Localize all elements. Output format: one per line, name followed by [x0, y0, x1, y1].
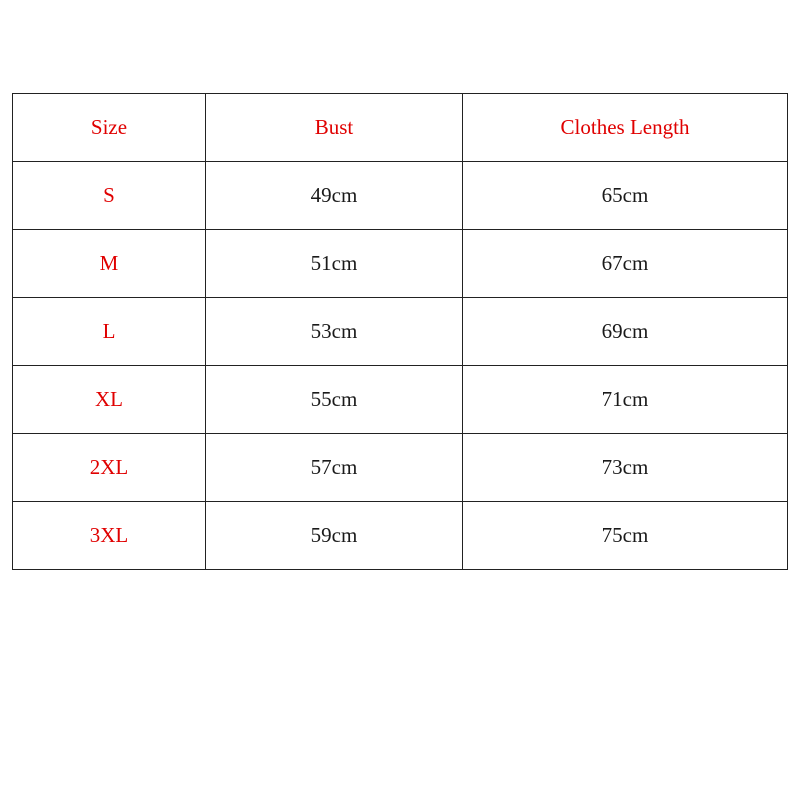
- header-bust: Bust: [206, 94, 463, 162]
- length-cell: 69cm: [463, 298, 788, 366]
- size-cell: L: [13, 298, 206, 366]
- length-cell: 75cm: [463, 502, 788, 570]
- header-row: [13, 94, 788, 162]
- size-cell: 3XL: [13, 502, 206, 570]
- header-clothes-length: Clothes Length: [463, 94, 788, 162]
- table-row: [13, 434, 788, 502]
- size-cell: S: [13, 162, 206, 230]
- table-row: [13, 366, 788, 434]
- length-cell: 65cm: [463, 162, 788, 230]
- bust-cell: 51cm: [206, 230, 463, 298]
- bust-cell: 49cm: [206, 162, 463, 230]
- table-row: [13, 298, 788, 366]
- length-cell: 73cm: [463, 434, 788, 502]
- bust-cell: 57cm: [206, 434, 463, 502]
- size-cell: 2XL: [13, 434, 206, 502]
- length-cell: 71cm: [463, 366, 788, 434]
- table-row: [13, 230, 788, 298]
- size-cell: M: [13, 230, 206, 298]
- size-chart-table: [12, 93, 788, 570]
- table-row: [13, 162, 788, 230]
- bust-cell: 53cm: [206, 298, 463, 366]
- length-cell: 67cm: [463, 230, 788, 298]
- bust-cell: 59cm: [206, 502, 463, 570]
- bust-cell: 55cm: [206, 366, 463, 434]
- table-row: [13, 502, 788, 570]
- header-size: Size: [13, 94, 206, 162]
- size-cell: XL: [13, 366, 206, 434]
